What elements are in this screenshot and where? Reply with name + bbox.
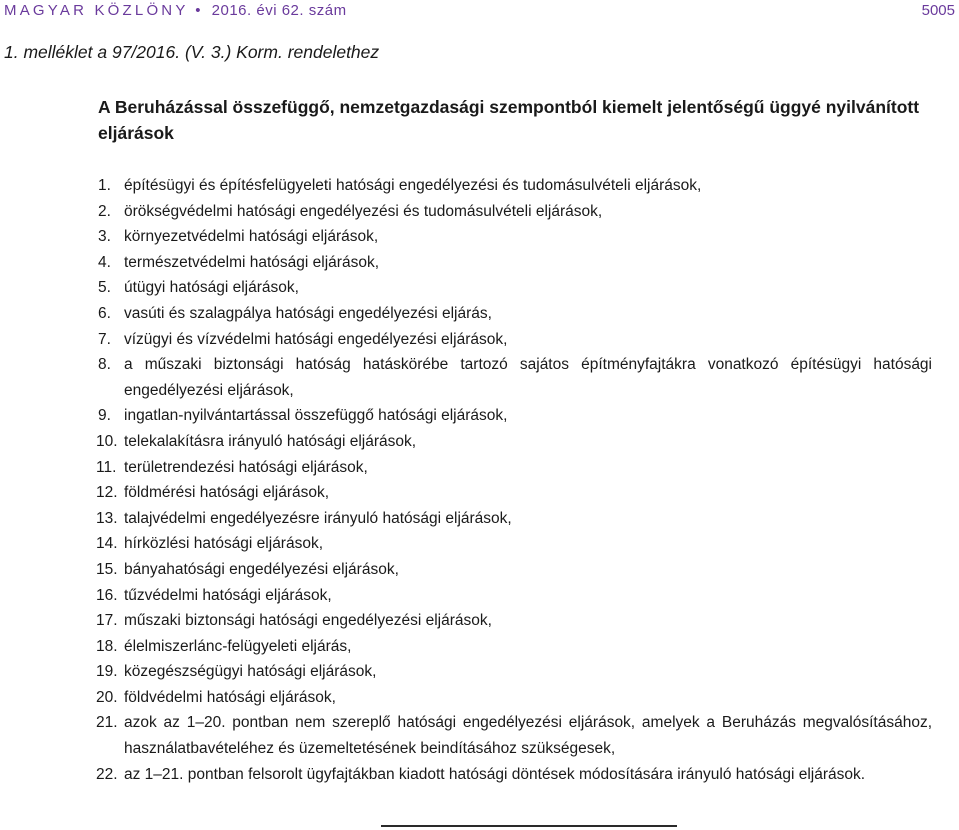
list-item-number: 4.	[98, 253, 111, 271]
list-item-text: a műszaki biztonsági hatóság hatáskörébe tartozó sajátos építményfajtákra vonatkozó építésügyi hatósági engedélyezési eljárások,	[124, 356, 932, 399]
list-item	[0, 455, 959, 481]
list-item	[0, 634, 959, 660]
journal-name: MAGYAR KÖZLÖNY	[4, 2, 189, 19]
issue-label: 2016. évi 62. szám	[211, 2, 347, 19]
list-item-number: 11.	[96, 458, 117, 476]
list-item-text: örökségvédelmi hatósági engedélyezési és tudomásulvételi eljárások,	[124, 202, 603, 220]
list-item-number: 15.	[96, 560, 118, 578]
list-item-number: 3.	[98, 228, 111, 246]
list-item-text: környezetvédelmi hatósági eljárások,	[124, 228, 379, 246]
list-item-number: 13.	[96, 509, 118, 527]
list-item-number: 18.	[96, 637, 118, 655]
bullet-separator: •	[195, 2, 201, 19]
list-item-number: 1.	[98, 177, 111, 194]
list-item	[0, 608, 959, 634]
list-item-text: vasúti és szalagpálya hatósági engedélyezési eljárás,	[124, 304, 492, 322]
list-item	[0, 685, 959, 711]
list-item	[0, 710, 959, 761]
list-item	[0, 224, 959, 250]
list-item-number: 8.	[98, 356, 111, 374]
annex-title: 1. melléklet a 97/2016. (V. 3.) Korm. rendelethez	[4, 42, 380, 62]
list-item	[0, 199, 959, 225]
list-item-text: ingatlan-nyilvántartással összefüggő hatósági eljárások,	[124, 407, 508, 425]
list-item	[0, 557, 959, 583]
list-item	[0, 506, 959, 532]
list-item-text: földvédelmi hatósági eljárások,	[124, 688, 336, 706]
list-item-text: azok az 1–20. pontban nem szereplő hatósági engedélyezési eljárások, amelyek a Beruházás megvalósításához, használatbavételéhez és üzemeltetésének beindításához szükségesek,	[124, 714, 932, 758]
list-item-number: 6.	[98, 304, 111, 322]
list-item-number: 12.	[96, 484, 118, 502]
list-item-text: az 1–21. pontban felsorolt ügyfajtákban kiadott hatósági döntések módosítására irányuló hatósági eljárások.	[124, 765, 866, 783]
page-number: 5005	[921, 2, 955, 19]
list-item-text: hírközlési hatósági eljárások,	[124, 535, 324, 553]
list-item-number: 14.	[96, 535, 118, 553]
list-item-text: műszaki biztonsági hatósági engedélyezési eljárások,	[124, 612, 492, 630]
list-item	[0, 531, 959, 557]
list-item	[0, 275, 959, 301]
list-item-number: 7.	[98, 330, 111, 348]
page-header	[0, 0, 959, 24]
document-title: A Beruházással összefüggő, nemzetgazdasági szempontból kiemelt jelentőségű üggyé nyilvánított eljárások	[98, 97, 920, 143]
list-item-text: útügyi hatósági eljárások,	[124, 279, 299, 297]
list-item-text: bányahatósági engedélyezési eljárások,	[124, 560, 399, 578]
list-item-text: természetvédelmi hatósági eljárások,	[124, 253, 380, 271]
list-item-text: területrendezési hatósági eljárások,	[124, 458, 368, 476]
list-item	[0, 327, 959, 353]
list-item-text: telekalakításra irányuló hatósági eljárások,	[124, 432, 417, 450]
list-item-text: földmérési hatósági eljárások,	[124, 484, 330, 502]
procedure-list	[0, 173, 959, 787]
list-item-number: 2.	[98, 202, 111, 220]
list-item-number: 22.	[96, 765, 118, 783]
list-item-number: 16.	[96, 586, 118, 604]
list-item-text: élelmiszerlánc-felügyeleti eljárás,	[124, 637, 352, 655]
list-item	[0, 250, 959, 276]
list-item-number: 19.	[96, 663, 118, 681]
journal-masthead	[4, 2, 347, 19]
list-item-number: 20.	[96, 688, 118, 706]
list-item-number: 17.	[96, 612, 118, 630]
end-divider	[381, 825, 677, 827]
list-item	[0, 352, 959, 403]
list-item	[0, 480, 959, 506]
list-item-text: vízügyi és vízvédelmi hatósági engedélyezési eljárások,	[124, 330, 508, 348]
list-item	[0, 429, 959, 455]
list-item-number: 10.	[96, 432, 118, 450]
list-item	[0, 583, 959, 609]
list-item	[0, 301, 959, 327]
list-item-text: tűzvédelmi hatósági eljárások,	[124, 586, 332, 604]
list-item	[0, 403, 959, 429]
list-item	[0, 173, 959, 199]
list-item-number: 21.	[96, 714, 118, 732]
list-item-text: közegészségügyi hatósági eljárások,	[124, 663, 377, 681]
list-item	[0, 762, 959, 788]
list-item	[0, 659, 959, 685]
list-item-text: építésügyi és építésfelügyeleti hatósági engedélyezési és tudomásulvételi eljárások,	[124, 177, 702, 194]
list-item-number: 9.	[98, 407, 111, 425]
list-item-text: talajvédelmi engedélyezésre irányuló hatósági eljárások,	[124, 509, 512, 527]
list-item-number: 5.	[98, 279, 111, 297]
